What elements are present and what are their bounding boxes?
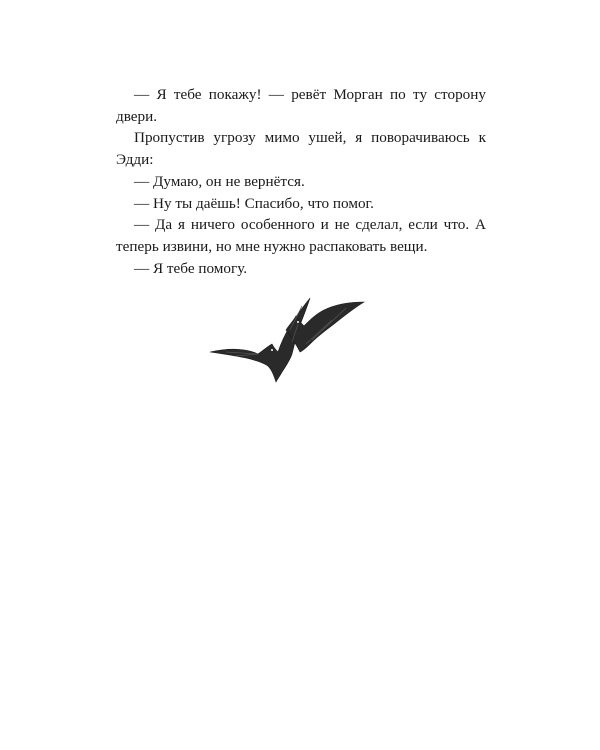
bats-illustration-icon xyxy=(206,290,368,386)
bat-right-icon xyxy=(286,302,364,352)
page-text xyxy=(116,84,486,279)
paragraph-6: — Я тебе помогу. xyxy=(134,259,248,277)
paragraph-5: — Да я ничего особенного и не сделал, если что. А теперь извини, но мне нужно распаковать вещи. xyxy=(116,216,486,255)
paragraph-3: — Думаю, он не вернётся. xyxy=(134,172,305,190)
paragraph-2: Пропустив угрозу мимо ушей, я поворачиваюсь к Эдди: xyxy=(116,129,486,169)
paragraph-4: — Ну ты даёшь! Спасибо, что помог. xyxy=(134,194,374,212)
paragraph-1: — Я тебе покажу! — ревёт Морган по ту сторону двери. xyxy=(116,86,486,125)
